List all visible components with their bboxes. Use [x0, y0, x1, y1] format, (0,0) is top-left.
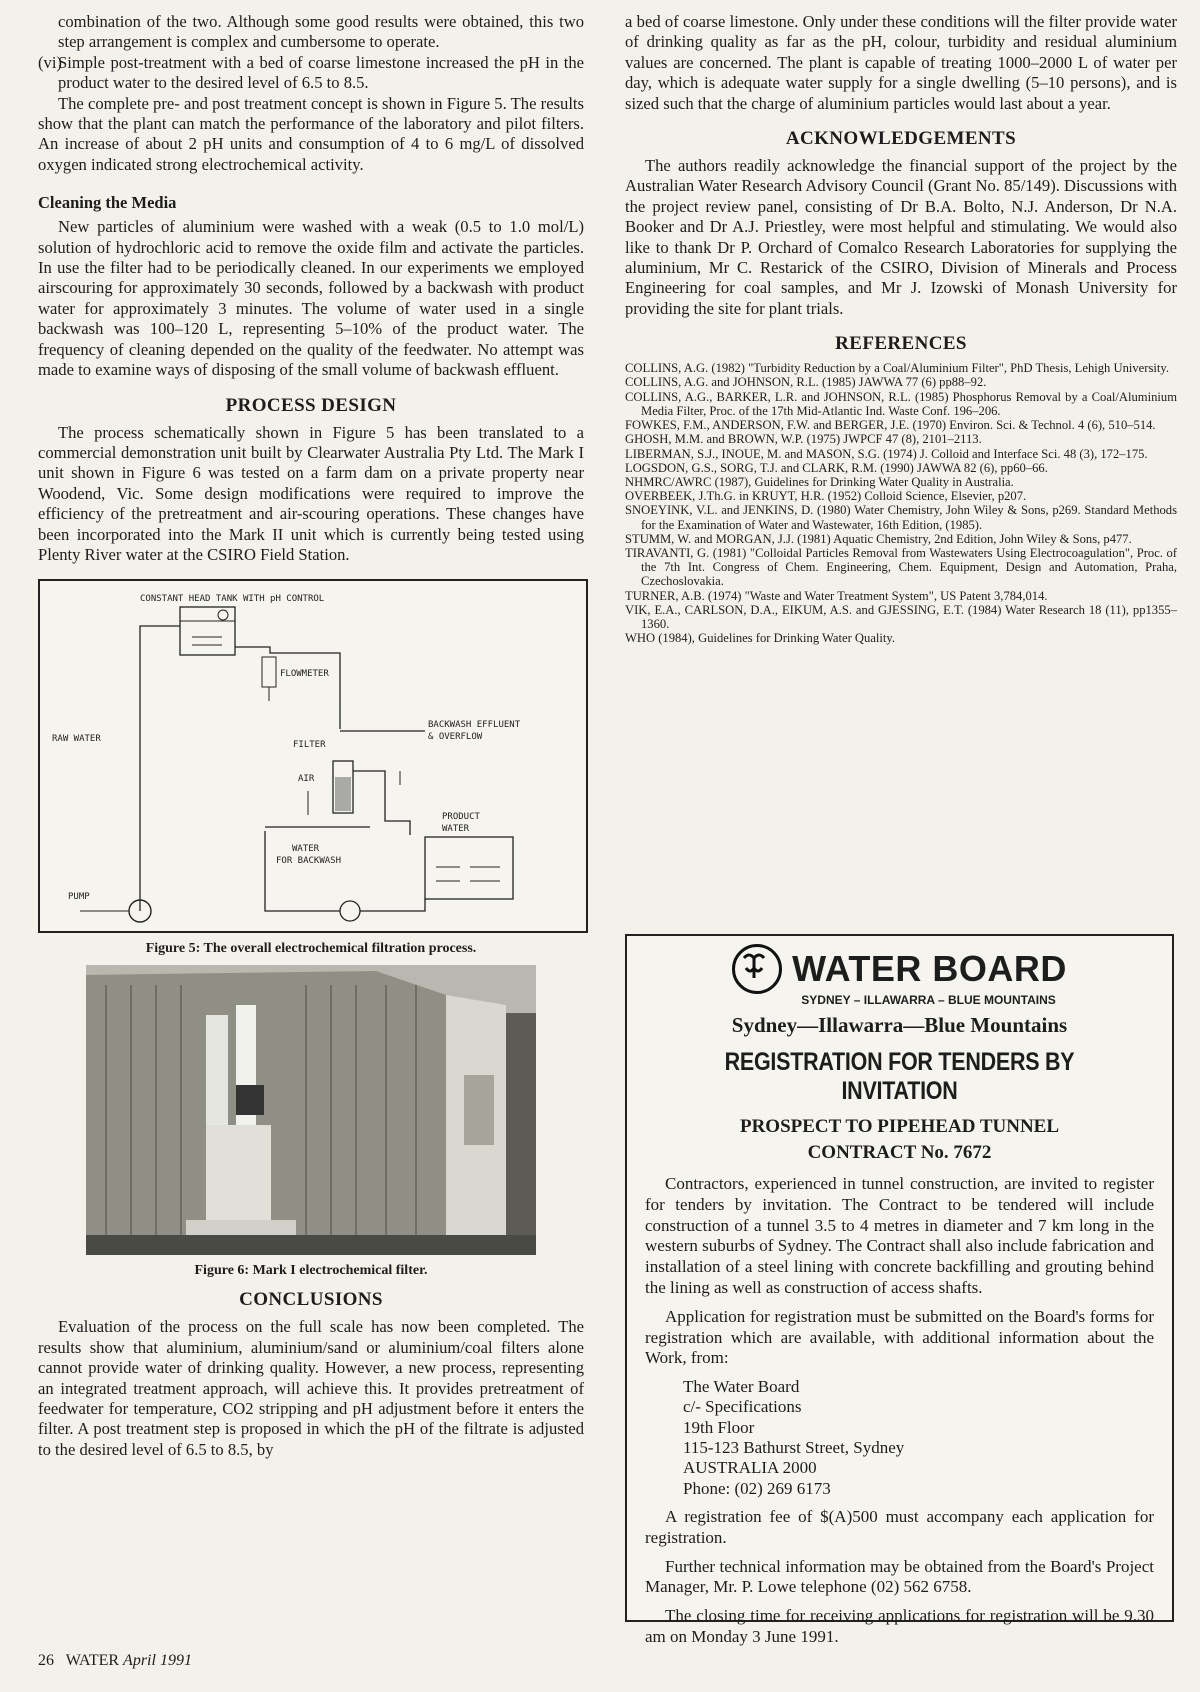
brand-name: WATER BOARD [792, 948, 1067, 989]
water-board-logo [645, 944, 1154, 994]
air-label: AIR [298, 774, 315, 785]
flowmeter [262, 657, 276, 687]
reference-item: FOWKES, F.M., ANDERSON, F.W. and BERGER, J.E. (1970) Environ. Sci. & Technol. 4 (6), 510–514. [625, 418, 1156, 433]
product-tank [425, 837, 513, 899]
ad-project [645, 1114, 1154, 1166]
ad-project-line2: CONTRACT No. 7672 [807, 1142, 992, 1163]
water-board-advertisement [625, 934, 1174, 1646]
filter-label: FILTER [293, 740, 326, 751]
acknowledgements-paragraph: The authors readily acknowledge the financial support of the project by the Australian Water Research Advisory Council (Grant No. 85/149). Discussions with the project review panel, consisting of Dr B.A. Bolto, N.J. Anderson, Dr N.A. Booker and Dr A.J. Priestley, were most helpful and stimulating. We would also like to thank Dr P. Orchard of Comalco Research Laboratories for supplying the aluminium, Mr C. Restarick of the CSIRO, Division of Minerals and Process Engineering for coal samples, and Mr J. Izowski of Monash University for providing the site for plant trials. [625, 156, 1177, 318]
address-line: 19th Floor [683, 1417, 755, 1437]
left-column [38, 12, 584, 1460]
process-design-heading: PROCESS DESIGN [225, 394, 397, 416]
ad-region: Sydney—Illawarra—Blue Mountains [731, 1013, 1068, 1037]
cleaning-paragraph: New particles of aluminium were washed with a weak (0.5 to 1.0 mol/L) solution of hydrochloric acid to remove the oxide film and activate the particles. In use the filter had to be periodically cleaned. In our experiments we employed airscouring for approximately 30 seconds, followed by a backwash with product water for approximately 3 minutes. The volume of water used in a single backwash was 100–120 L, representing 5–10% of the product water. The frequency of cleaning depended on the quality of the feedwater. No attempt was made to examine ways of disposing of the small volume of backwash effluent. [38, 217, 584, 380]
reference-item: COLLINS, A.G., BARKER, L.R. and JOHNSON, R.L. (1985) Phosphorus Removal by a Coal/Aluminium Media Filter, Proc. of the 17th Mid-Atlantic Ind. Waste Conf. 196–206. [625, 389, 1177, 418]
reference-item: GHOSH, M.M. and BROWN, W.P. (1975) JWPCF 47 (8), 2101–2113. [625, 432, 982, 447]
reference-item: TURNER, A.B. (1974) "Waste and Water Treatment System", US Patent 3,784,014. [625, 588, 1048, 603]
reference-item: TIRAVANTI, G. (1981) "Colloidal Particles Removal from Wastewaters Using Electrocoagulation", Proc. of the 7th Int. Congress of Chem. Engineering, Chem. Equipment, Design and Automation, Praha, Czechoslovakia. [625, 545, 1177, 589]
reference-item: WHO (1984), Guidelines for Drinking Water Quality. [625, 631, 896, 646]
ad-paragraph-4: Further technical information may be obtained from the Board's Project Manager, Mr. P. Lowe telephone (02) 562 6758. [645, 1556, 1154, 1597]
figure-5-caption: Figure 5: The overall electrochemical filtration process. [145, 941, 477, 957]
reference-item: SNOEYINK, V.L. and JENKINS, D. (1980) Water Chemistry, John Wiley & Sons, p269. Standard Methods for the Examination of Water and Wastewater, 16th Edition, (1985). [625, 503, 1177, 532]
for-backwash-label: FOR BACKWASH [276, 856, 342, 867]
right-column [625, 12, 1177, 645]
issue-date: April 1991 [123, 1652, 192, 1669]
backwash-effluent-label: BACKWASH EFFLUENT [428, 720, 521, 731]
ad-paragraph-5: The closing time for receiving applications for registration will be 9.30 am on Monday 3 June 1991. [645, 1606, 1154, 1646]
ad-paragraph-1: Contractors, experienced in tunnel construction, are invited to register for tenders by invitation. The Contract to be tendered will include construction of a tunnel 3.5 to 4 metres in diameter and 7 km long in the western suburbs of Sydney. The Contract shall also include fabrication and installation of a steel lining with concrete backfilling and grouting behind the lining as well as construction of access shafts. [645, 1174, 1154, 1297]
address-line: 115-123 Bathurst Street, Sydney [683, 1438, 905, 1458]
reference-item: OVERBEEK, J.Th.G. in KRUYT, H.R. (1952) Colloid Science, Elsevier, p207. [625, 489, 1027, 504]
figure-6-photo [86, 965, 536, 1255]
list-item-vi [38, 53, 584, 94]
product-label: PRODUCT [442, 812, 480, 823]
reference-item: VIK, E.A., CARLSON, D.A., EIKUM, A.S. and GJESSING, E.T. (1984) Water Research 18 (11), pp1355–1360. [625, 602, 1177, 631]
reference-item: COLLINS, A.G. and JOHNSON, R.L. (1985) JAWWA 77 (6) pp88–92. [625, 375, 987, 390]
reference-item: LOGSDON, G.S., SORG, T.J. and CLARK, R.M. (1990) JAWWA 82 (6), pp60–66. [625, 460, 1048, 475]
paragraph-figure5-ref: The complete pre- and post treatment concept is shown in Figure 5. The results show that the plant can match the performance of the laboratory and pilot filters. An increase of about 2 pH units and consumption of 4 to 6 mg/L of dissolved oxygen indicated strong electrochemical activity. [38, 93, 584, 174]
reference-item: STUMM, W. and MORGAN, J.J. (1981) Aquatic Chemistry, 2nd Edition, John Wiley & Sons, p477. [625, 531, 1132, 546]
address-line: c/- Specifications [683, 1397, 802, 1417]
cleaning-heading: Cleaning the Media [38, 193, 177, 213]
address-line: AUSTRALIA 2000 [683, 1458, 817, 1478]
water-label: WATER [292, 844, 320, 855]
ad-paragraph-3: A registration fee of $(A)500 must accompany each application for registration. [645, 1506, 1154, 1547]
process-design-paragraph: The process schematically shown in Figure 5 has been translated to a commercial demonstration unit built by Clearwater Australia Pty Ltd. The Mark I unit shown in Figure 6 was tested on a farm dam on a private property near Woodend, Vic. Some design modifications were required to improve the efficiency of the pretreatment and air-scouring operations. These changes have been incorporated into the Mark II unit which is currently being tested using Plenty River water at the CSIRO Field Station. [38, 422, 584, 564]
raw-water-label: RAW WATER [52, 734, 101, 745]
address-line: Phone: (02) 269 6173 [683, 1478, 831, 1498]
conclusions-heading: CONCLUSIONS [239, 1289, 383, 1311]
paragraph-continuation: combination of the two. Although some good results were obtained, this two step arrangement is complex and cumbersome to operate. [58, 12, 584, 52]
paragraph-continuation-right: a bed of coarse limestone. Only under these conditions will the filter provide water of drinking quality as far as the pH, colour, turbidity and residual aluminium values are concerned. The plant is capable of treating 1000–2000 L of water per day, which is adequate water supply for a single dwelling (5–10 persons), and is sized such that the charge of aluminium particles would last about a year. [625, 12, 1177, 113]
flowmeter-label: FLOWMETER [280, 669, 329, 680]
product-water-label: WATER [442, 824, 470, 835]
list-text: Simple post-treatment with a bed of coarse limestone increased the pH in the product water to the desired level of 6.5 to 8.5. [58, 52, 584, 93]
reference-item: COLLINS, A.G. (1982) "Turbidity Reduction by a Coal/Aluminium Filter", PhD Thesis, Lehigh University. [625, 361, 1169, 376]
ad-paragraph-2: Application for registration must be submitted on the Board's forms for registration which are available, with additional information about the Work, from: [645, 1306, 1154, 1368]
address-line: The Water Board [683, 1377, 800, 1397]
page-number: 26 [38, 1652, 54, 1669]
list-number: (vi) [38, 52, 62, 72]
references-list [625, 361, 1177, 645]
reference-item: NHMRC/AWRC (1987), Guidelines for Drinking Water Quality in Australia. [625, 474, 1014, 489]
references-heading: REFERENCES [835, 333, 967, 355]
acknowledgements-heading: ACKNOWLEDGEMENTS [785, 128, 1017, 150]
pump-label: PUMP [68, 892, 90, 903]
ad-project-line1: PROSPECT TO PIPEHEAD TUNNEL [739, 1116, 1060, 1137]
ad-title: REGISTRATION FOR TENDERS BY INVITATION [724, 1048, 1075, 1105]
figure-6-caption: Figure 6: Mark I electrochemical filter. [194, 1263, 428, 1279]
brand-subtitle: SYDNEY – ILLAWARRA – BLUE MOUNTAINS [801, 993, 1056, 1007]
head-tank [180, 607, 235, 655]
page-footer [38, 1652, 192, 1670]
reference-item: LIBERMAN, S.J., INOUE, M. and MASON, S.G. (1974) J. Colloid and Interface Sci. 48 (3), 172–175. [625, 446, 1148, 461]
overflow-label: & OVERFLOW [428, 732, 483, 743]
figure-5-diagram [38, 579, 588, 933]
conclusions-paragraph: Evaluation of the process on the full scale has now been completed. The results show that aluminium, aluminium/sand or aluminium/coal filters alone cannot provide water of drinking quality. However, a new process, representing an integrated treatment approach, will achieve this. It provides pretreatment of feedwater for temperature, CO2 stripping and pH adjustment before it enters the filter. A post treatment step is proposed in which the pH of the filtrate is adjusted to the desired level of 6.5 to 8.5, by [38, 1317, 584, 1459]
diagram-title: CONSTANT HEAD TANK WITH pH CONTROL [140, 594, 325, 605]
ad-address [683, 1377, 1154, 1499]
water-board-emblem-icon [732, 944, 782, 994]
magazine-name: WATER [65, 1652, 120, 1669]
backwash-pump [340, 901, 360, 921]
